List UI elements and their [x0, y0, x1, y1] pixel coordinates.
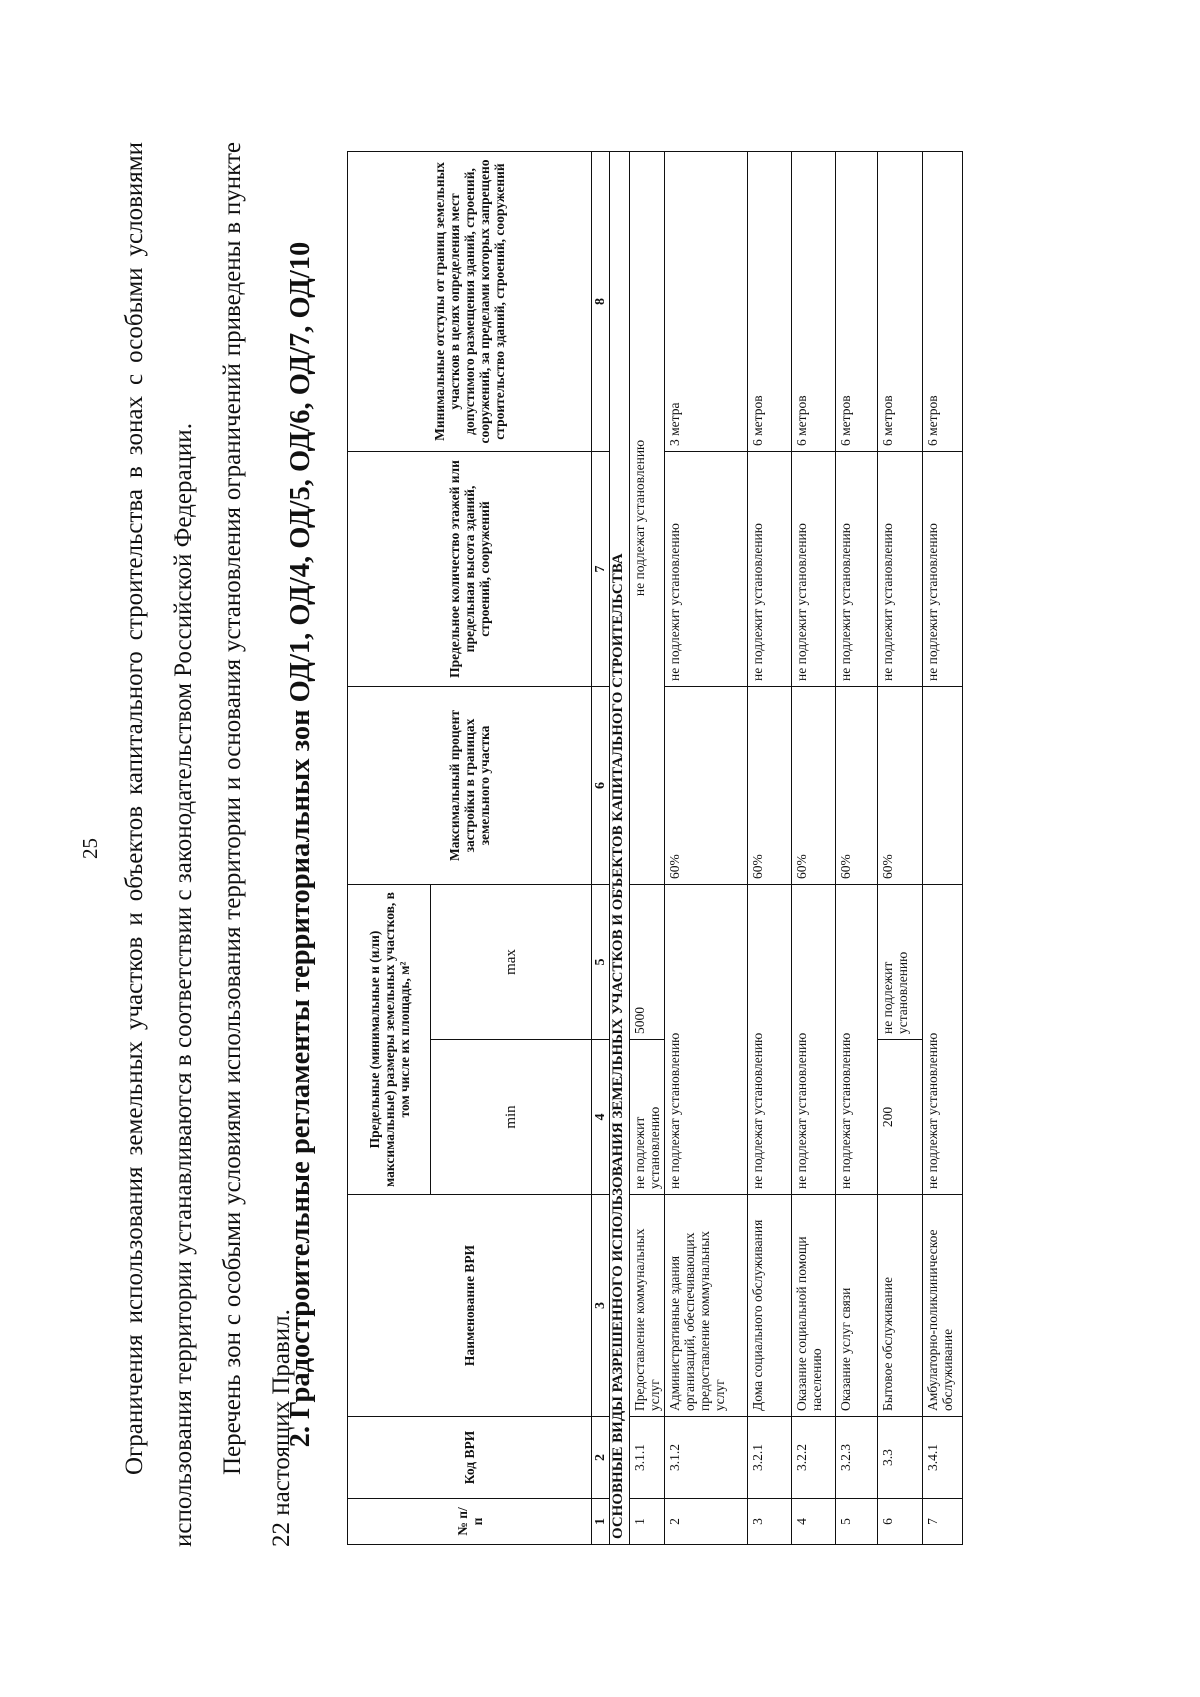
- size-max: не подлежит установлению: [878, 884, 923, 1039]
- column-number: 1: [592, 1499, 610, 1545]
- header-no: № п/п: [348, 1499, 592, 1545]
- vri-code: 3.1.2: [665, 1417, 748, 1499]
- setback: 6 метров: [923, 151, 963, 451]
- regulations-table: [347, 151, 963, 1545]
- column-number: 2: [592, 1417, 610, 1499]
- vri-code: 3.2.3: [836, 1417, 878, 1499]
- table-row: [923, 151, 963, 1544]
- build-percent: 60%: [878, 686, 923, 884]
- section-row: [610, 151, 630, 1544]
- vri-code: 3.2.2: [792, 1417, 836, 1499]
- floors-limit: не подлежит установлению: [665, 451, 748, 686]
- vri-code: 3.2.1: [748, 1417, 792, 1499]
- vri-code: 3.4.1: [923, 1417, 963, 1499]
- build-percent: 60%: [665, 686, 748, 884]
- table-row: [878, 151, 923, 1544]
- header-max: max: [431, 884, 592, 1039]
- header-row: [348, 151, 431, 1544]
- vri-name: Оказание социальной помощи населению: [792, 1195, 836, 1417]
- setback: 3 метра: [665, 151, 748, 451]
- header-percent: Максимальный процент застройки в границах земельного участка: [348, 686, 592, 884]
- table-row: [630, 151, 665, 1544]
- column-number: 3: [592, 1195, 610, 1417]
- build-percent: 60%: [836, 686, 878, 884]
- row-number: 4: [792, 1499, 836, 1545]
- table-row: [748, 151, 792, 1544]
- size-minmax: не подлежат установлению: [748, 884, 792, 1194]
- size-min: не подлежит установлению: [630, 1040, 665, 1195]
- size-max: 5000: [630, 884, 665, 1039]
- intro-paragraph-restrictions: Ограничения использования земельных участков и объектов капитального строительства в зонах с особыми условиями использования территории устанавливаются в соответствии с законодательством Российской Федерации.: [121, 142, 197, 1547]
- floors-limit: не подлежит установлению: [878, 451, 923, 686]
- column-number: 4: [592, 1040, 610, 1195]
- table-row: [665, 151, 748, 1544]
- row-number: 5: [836, 1499, 878, 1545]
- floors-limit: не подлежит установлению: [748, 451, 792, 686]
- floors-limit: не подлежит установлению: [792, 451, 836, 686]
- header-size-group: Предельные (минимальные и (или) максимальные) размеры земельных участков, в том числе их площадь, м²: [348, 884, 431, 1194]
- vri-name: Дома социального обслуживания: [748, 1195, 792, 1417]
- header-min: min: [431, 1040, 592, 1195]
- build-percent: 60%: [748, 686, 792, 884]
- build-percent: 60%: [792, 686, 836, 884]
- floors-limit: не подлежит установлению: [923, 451, 963, 686]
- size-minmax: не подлежат установлению: [836, 884, 878, 1194]
- build-percent: [923, 686, 963, 884]
- setback: 6 метров: [748, 151, 792, 451]
- column-number: 7: [592, 451, 610, 686]
- header-setback: Минимальные отступы от границ земельных участков в целях определения мест допустимого размещения зданий, строений, сооружений, за пределами которых запрещено строительство зданий, строений, сооружений: [348, 151, 592, 451]
- row-number: 7: [923, 1499, 963, 1545]
- setback: 6 метров: [836, 151, 878, 451]
- header-floors: Предельное количество этажей или предельная высота зданий, строений, сооружений: [348, 451, 592, 686]
- row-number: 1: [630, 1499, 665, 1545]
- row-number: 2: [665, 1499, 748, 1545]
- table-row: [836, 151, 878, 1544]
- table-title: 2. Градостроительные регламенты территориальных зон ОД/1, ОД/4, ОД/5, ОД/6, ОД/7, ОД/10: [285, 241, 316, 1448]
- vri-name: Административные здания организаций, обеспечивающих предоставление коммунальных услуг: [665, 1195, 748, 1417]
- vri-code: 3.3: [878, 1417, 923, 1499]
- merged-params: не подлежат установлению: [630, 151, 665, 884]
- size-min: 200: [878, 1040, 923, 1195]
- size-minmax: не подлежат установлению: [665, 884, 748, 1194]
- vri-code: 3.1.1: [630, 1417, 665, 1499]
- row-number: 6: [878, 1499, 923, 1545]
- column-number: 6: [592, 686, 610, 884]
- setback: 6 метров: [792, 151, 836, 451]
- header-name: Наименование ВРИ: [348, 1195, 592, 1417]
- size-minmax: не подлежат установлению: [923, 884, 963, 1194]
- vri-name: Предоставление коммунальных услуг: [630, 1195, 665, 1417]
- column-number: 8: [592, 151, 610, 451]
- vri-name: Оказание услуг связи: [836, 1195, 878, 1417]
- setback: 6 метров: [878, 151, 923, 451]
- header-code: Код ВРИ: [348, 1417, 592, 1499]
- size-minmax: не подлежат установлению: [792, 884, 836, 1194]
- floors-limit: не подлежит установлению: [836, 451, 878, 686]
- section-title: ОСНОВНЫЕ ВИДЫ РАЗРЕШЕННОГО ИСПОЛЬЗОВАНИЯ ЗЕМЕЛЬНЫХ УЧАСТКОВ И ОБЪЕКТОВ КАПИТАЛЬНОГО СТРОИТЕЛЬСТВА: [610, 151, 630, 1544]
- table-row: [792, 151, 836, 1544]
- column-number: 5: [592, 884, 610, 1039]
- vri-name: Бытовое обслуживание: [878, 1195, 923, 1417]
- intro-paragraph-zones-list: Перечень зон с особыми условиями использования территории и основания установления ограничений приведены в пункте 22 настоящих Правил.: [219, 142, 295, 1547]
- column-number-row: [592, 151, 610, 1544]
- row-number: 3: [748, 1499, 792, 1545]
- page-number: 25: [78, 838, 102, 859]
- vri-name: Амбулаторно-поликлиническое обслуживание: [923, 1195, 963, 1417]
- intro-text: [110, 142, 306, 1547]
